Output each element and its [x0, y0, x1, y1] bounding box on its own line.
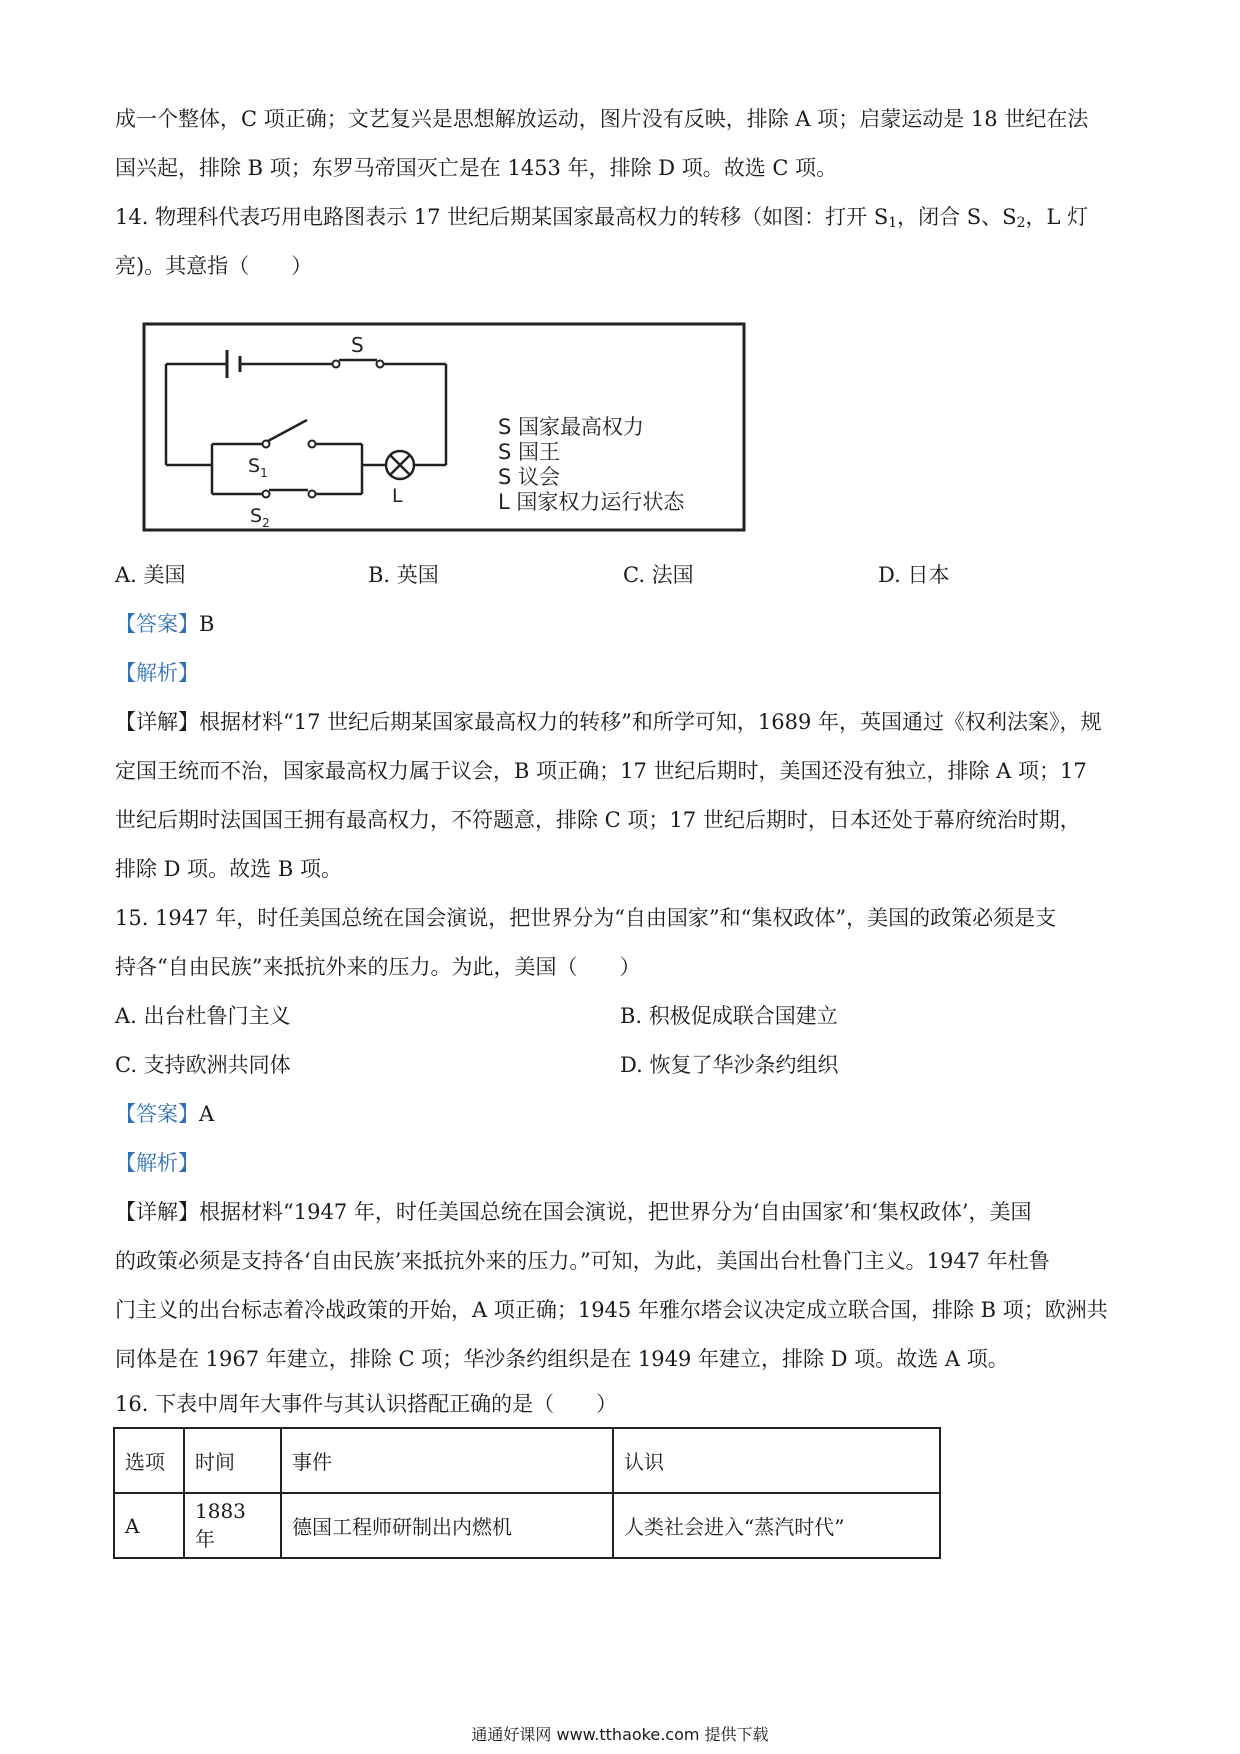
switch-s-label: S — [351, 333, 364, 357]
detail-line: 【详解】根据材料“1947 年，时任美国总统在国会演说，把世界分为‘自由国家’和‘集权政体’，美国 — [115, 1200, 1032, 1224]
question-14-stem-continued: 亮)。其意指（ ） — [115, 254, 313, 278]
events-table — [113, 1427, 941, 1559]
table-cell: 人类社会进入“蒸汽时代” — [613, 1493, 940, 1558]
table-cell: 德国工程师研制出内燃机 — [281, 1493, 613, 1558]
answer-tag: 【答案】 — [115, 612, 199, 636]
answer-tag: 【答案】 — [115, 1102, 199, 1126]
detail-line: 排除 D 项。故选 B 项。 — [115, 857, 342, 881]
question-16-stem: 16. 下表中周年大事件与其认识搭配正确的是（ ） — [115, 1392, 618, 1416]
detail-line: 的政策必须是支持各‘自由民族’来抵抗外来的压力。”可知，为此，美国出台杜鲁门主义。1947 年杜鲁 — [115, 1249, 1050, 1273]
table-row — [114, 1493, 940, 1558]
table-header-cell: 认识 — [613, 1428, 940, 1493]
table-header-cell: 选项 — [114, 1428, 184, 1493]
table-cell: 1883 年 — [184, 1493, 281, 1558]
legend-item: S 国家最高权力 — [498, 415, 645, 439]
table-cell: A — [114, 1493, 184, 1558]
option-d: D. 日本 — [878, 563, 950, 587]
option-d: D. 恢复了华沙条约组织 — [620, 1053, 839, 1077]
question-14-stem: 14. 物理科代表巧用电路图表示 17 世纪后期某国家最高权力的转移（如图：打开 $S_1$，闭合 S、$S_2$，L 灯 — [115, 205, 1089, 231]
answer-value: A — [199, 1102, 215, 1126]
option-b: B. 积极促成联合国建立 — [620, 1004, 838, 1028]
legend-item: S 议会 — [498, 465, 561, 489]
detail-line: 世纪后期时法国国王拥有最高权力，不符题意，排除 C 项；17 世纪后期时，日本还处于幕府统治时期， — [115, 808, 1081, 832]
lamp-label: L — [392, 485, 403, 507]
table-header-cell: 事件 — [281, 1428, 613, 1493]
option-a: A. 美国 — [115, 563, 186, 587]
answer-value: B — [199, 612, 215, 636]
text-line: 成一个整体，C 项正确；文艺复兴是思想解放运动，图片没有反映，排除 A 项；启蒙运动是 18 世纪在法 — [115, 107, 1089, 131]
option-a: A. 出台杜鲁门主义 — [115, 1004, 291, 1028]
detail-line: 门主义的出台标志着冷战政策的开始，A 项正确；1945 年雅尔塔会议决定成立联合国，排除 B 项；欧洲共 — [115, 1298, 1108, 1322]
table-header-cell: 时间 — [184, 1428, 281, 1493]
legend-item: L 国家权力运行状态 — [498, 490, 685, 514]
question-15-stem-continued: 持各“自由民族”来抵抗外来的压力。为此，美国（ ） — [115, 955, 641, 979]
switch-s1-label: $S_1$ — [248, 455, 268, 480]
table-header-row — [114, 1428, 940, 1493]
page-footer: 通通好课网 www.tthaoke.com 提供下载 — [471, 1725, 769, 1744]
text-line: 国兴起，排除 B 项；东罗马帝国灭亡是在 1453 年，排除 D 项。故选 C 项。 — [115, 156, 838, 180]
legend-item: S 国王 — [498, 440, 561, 464]
switch-s2-label: $S_2$ — [250, 505, 270, 530]
detail-line: 定国王统而不治，国家最高权力属于议会，B 项正确；17 世纪后期时，美国还没有独立，排除 A 项；17 — [115, 759, 1087, 783]
option-c: C. 法国 — [623, 563, 694, 587]
answer-line — [115, 609, 214, 639]
analysis-tag: 【解析】 — [115, 1151, 199, 1175]
detail-line: 同体是在 1967 年建立，排除 C 项；华沙条约组织是在 1949 年建立，排除 D 项。故选 A 项。 — [115, 1347, 1009, 1371]
detail-line: 【详解】根据材料“17 世纪后期某国家最高权力的转移”和所学可知，1689 年，英国通过《权利法案》，规 — [115, 710, 1102, 734]
answer-line — [115, 1099, 214, 1129]
analysis-tag: 【解析】 — [115, 661, 199, 685]
circuit-diagram — [142, 322, 746, 532]
option-c: C. 支持欧洲共同体 — [115, 1053, 291, 1077]
option-b: B. 英国 — [368, 563, 439, 587]
question-15-stem: 15. 1947 年，时任美国总统在国会演说，把世界分为“自由国家”和“集权政体”，美国的政策必须是支 — [115, 906, 1057, 930]
